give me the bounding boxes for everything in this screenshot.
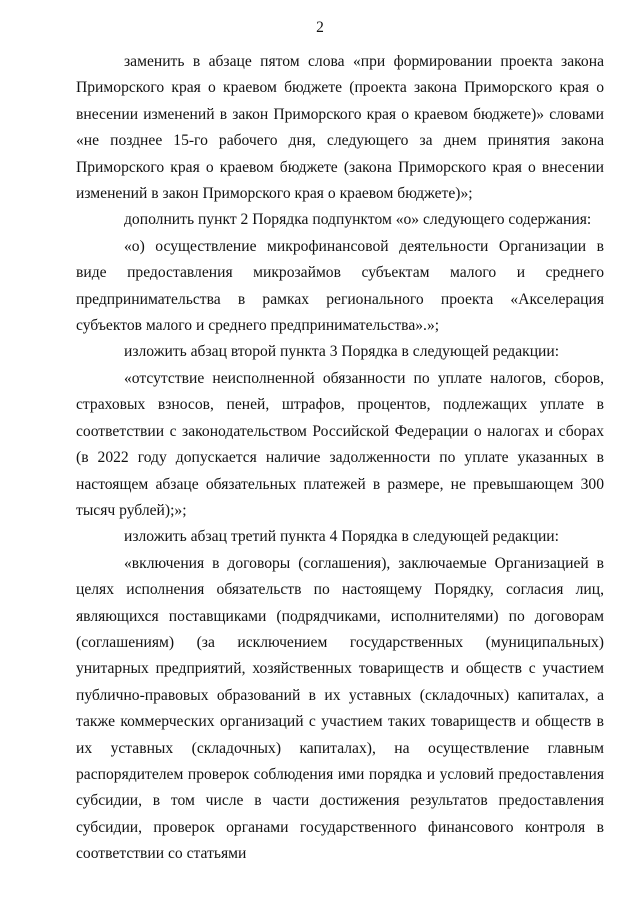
paragraph-contracts-consent: «включения в договоры (соглашения), заключаемые Организацией в целях исполнения обязательств по настоящему Порядку, согласия лиц, являющихся поставщиками (подрядчиками, исполнителями) по договорам (соглашениям) (за исключением государственных (муниципальных) унитарных предприятий, хозяйственных товариществ и обществ с участием публично-правовых образований в их уставных (складочных) капиталах, а также коммерческих организаций с участием таких товариществ и обществ в их уставных (складочных) капиталах), на осуществление главным распорядителем проверок соблюдения ими порядка и условий предоставления субсидии, в том числе в части достижения результатов предоставления субсидии, проверок органами государственного финансового контроля в соответствии со статьями xyxy=(76,554,604,863)
paragraph-add-subitem: дополнить пункт 2 Порядка подпунктом «о» следующего содержания: xyxy=(124,211,592,229)
paragraph-subitem-o: «о) осуществление микрофинансовой деятельности Организации в виде предоставления микрозаймов субъектам малого и среднего предпринимательства в рамках регионального проекта «Акселерация субъектов малого и среднего предпринимательства».»; xyxy=(76,237,604,335)
paragraph-replace-words: заменить в абзаце пятом слова «при формировании проекта закона Приморского края о краевом бюджете (проекта закона Приморского края о внесении изменений в закон Приморского края о краевом бюджете)» словами «не позднее 15-го рабочего дня, следующего за днем принятия закона Приморского края о краевом бюджете (закона Приморского края о внесении изменений в закон Приморского края о краевом бюджете)»; xyxy=(76,53,604,203)
page-number: 2 xyxy=(316,19,324,36)
paragraph-tax-obligations: «отсутствие неисполненной обязанности по уплате налогов, сборов, страховых взносов, пеней, штрафов, процентов, подлежащих уплате в соответствии с законодательством Российской Федерации о налогах и сборах (в 2022 году допускается наличие задолженности по уплате указанных в настоящем абзаце обязательных платежей в размере, не превышающем 300 тысяч рублей);»; xyxy=(76,369,604,519)
paragraph-amend-item-4: изложить абзац третий пункта 4 Порядка в следующей редакции: xyxy=(124,528,559,546)
document-body xyxy=(76,49,604,868)
paragraph-amend-item-3: изложить абзац второй пункта 3 Порядка в следующей редакции: xyxy=(124,343,560,361)
